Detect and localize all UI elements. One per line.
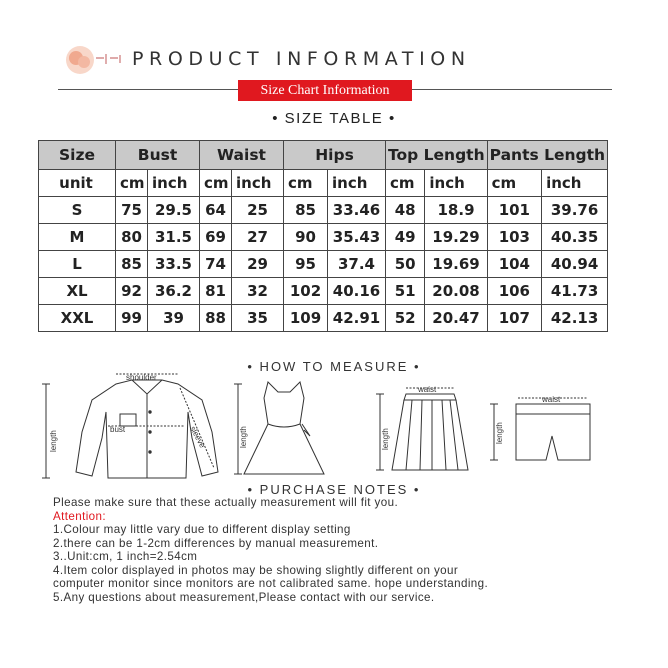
header-waist: Waist bbox=[200, 141, 284, 170]
measurement-cell: 20.08 bbox=[425, 278, 487, 305]
unit-cell: cm bbox=[386, 170, 425, 197]
measurement-cell: 101 bbox=[487, 197, 541, 224]
unit-row bbox=[39, 170, 608, 197]
measurement-cell: 42.91 bbox=[328, 305, 386, 332]
measurement-cell: 33.5 bbox=[148, 251, 200, 278]
bust-label: bust bbox=[110, 425, 126, 434]
measurement-cell: 74 bbox=[200, 251, 232, 278]
skirt-waist-label: waist bbox=[418, 385, 437, 394]
size-table-heading: • SIZE TABLE • bbox=[272, 110, 396, 127]
unit-label: unit bbox=[39, 170, 116, 197]
unit-cell: inch bbox=[148, 170, 200, 197]
unit-cell: cm bbox=[116, 170, 148, 197]
measurement-cell: 64 bbox=[200, 197, 232, 224]
measurement-cell: 31.5 bbox=[148, 224, 200, 251]
header bbox=[0, 0, 668, 140]
size-label-cell: S bbox=[39, 197, 116, 224]
size-label-cell: L bbox=[39, 251, 116, 278]
measurement-cell: 69 bbox=[200, 224, 232, 251]
measurement-cell: 35 bbox=[232, 305, 284, 332]
header-pants-length: Pants Length bbox=[487, 141, 607, 170]
measurement-cell: 99 bbox=[116, 305, 148, 332]
header-size: Size bbox=[39, 141, 116, 170]
measurement-cell: 88 bbox=[200, 305, 232, 332]
measurement-cell: 40.94 bbox=[542, 251, 608, 278]
shirt-length-label: length bbox=[49, 430, 58, 452]
measurement-cell: 32 bbox=[232, 278, 284, 305]
measurement-cell: 103 bbox=[487, 224, 541, 251]
unit-cell: cm bbox=[487, 170, 541, 197]
measurement-cell: 49 bbox=[386, 224, 425, 251]
table-row bbox=[39, 278, 608, 305]
measurement-cell: 104 bbox=[487, 251, 541, 278]
measurement-cell: 109 bbox=[284, 305, 328, 332]
measurement-cell: 95 bbox=[284, 251, 328, 278]
table-row bbox=[39, 224, 608, 251]
measurement-cell: 42.13 bbox=[542, 305, 608, 332]
measurement-cell: 29.5 bbox=[148, 197, 200, 224]
header-bust: Bust bbox=[116, 141, 200, 170]
shirt-diagram-icon bbox=[42, 372, 222, 482]
shorts-waist-label: waist bbox=[542, 395, 561, 404]
measurement-cell: 48 bbox=[386, 197, 425, 224]
unit-cell: inch bbox=[425, 170, 487, 197]
note-item: 4.Item color displayed in photos may be showing slightly different on your bbox=[53, 563, 459, 577]
measurement-cell: 102 bbox=[284, 278, 328, 305]
how-to-measure-heading: • HOW TO MEASURE • bbox=[247, 359, 421, 374]
measurement-cell: 27 bbox=[232, 224, 284, 251]
size-label-cell: XL bbox=[39, 278, 116, 305]
note-item: 2.there can be 1-2cm differences by manual measurement. bbox=[53, 536, 379, 550]
measurement-cell: 92 bbox=[116, 278, 148, 305]
dress-length-label: length bbox=[239, 426, 248, 448]
page-title: PRODUCT INFORMATION bbox=[132, 48, 471, 70]
size-label-cell: XXL bbox=[39, 305, 116, 332]
notes-intro: Please make sure that these actually measurement will fit you. bbox=[53, 496, 399, 509]
skirt-diagram-icon bbox=[370, 384, 474, 474]
measurement-cell: 29 bbox=[232, 251, 284, 278]
measurement-cell: 37.4 bbox=[328, 251, 386, 278]
measurement-cell: 81 bbox=[200, 278, 232, 305]
measurement-cell: 40.16 bbox=[328, 278, 386, 305]
header-hips: Hips bbox=[284, 141, 386, 170]
size-table bbox=[38, 140, 608, 332]
table-row bbox=[39, 197, 608, 224]
header-rule-left bbox=[58, 89, 238, 90]
header-top-length: Top Length bbox=[386, 141, 488, 170]
measurement-cell: 85 bbox=[116, 251, 148, 278]
purchase-notes-heading: • PURCHASE NOTES • bbox=[247, 482, 421, 497]
shoulder-label: shoulder bbox=[126, 373, 157, 382]
measurement-cell: 39 bbox=[148, 305, 200, 332]
size-rows bbox=[39, 197, 608, 332]
measurement-cell: 51 bbox=[386, 278, 425, 305]
measurement-cell: 25 bbox=[232, 197, 284, 224]
shorts-diagram-icon bbox=[486, 394, 598, 464]
measurement-cell: 18.9 bbox=[425, 197, 487, 224]
measurement-cell: 50 bbox=[386, 251, 425, 278]
table-row bbox=[39, 251, 608, 278]
dress-diagram-icon bbox=[232, 378, 332, 478]
measurement-cell: 36.2 bbox=[148, 278, 200, 305]
header-rule-right bbox=[412, 89, 612, 90]
note-item: 3..Unit:cm, 1 inch=2.54cm bbox=[53, 550, 198, 563]
measurement-cell: 52 bbox=[386, 305, 425, 332]
how-to-measure-section bbox=[0, 350, 668, 480]
measurement-cell: 90 bbox=[284, 224, 328, 251]
measurement-cell: 20.47 bbox=[425, 305, 487, 332]
note-item: 1.Colour may little vary due to different display setting bbox=[53, 523, 351, 536]
unit-cell: cm bbox=[200, 170, 232, 197]
size-label-cell: M bbox=[39, 224, 116, 251]
measurement-cell: 33.46 bbox=[328, 197, 386, 224]
measurement-cell: 85 bbox=[284, 197, 328, 224]
unit-cell: inch bbox=[232, 170, 284, 197]
shorts-length-label: length bbox=[495, 422, 504, 444]
purchase-notes bbox=[53, 496, 488, 604]
measurement-cell: 107 bbox=[487, 305, 541, 332]
table-row bbox=[39, 305, 608, 332]
unit-cell: inch bbox=[328, 170, 386, 197]
note-item: 5.Any questions about measurement,Please contact with our service. bbox=[53, 590, 435, 604]
measurement-cell: 106 bbox=[487, 278, 541, 305]
measurement-cell: 19.69 bbox=[425, 251, 487, 278]
measurement-cell: 39.76 bbox=[542, 197, 608, 224]
size-chart-badge: Size Chart Information bbox=[238, 80, 412, 101]
measurement-cell: 35.43 bbox=[328, 224, 386, 251]
measurement-cell: 41.73 bbox=[542, 278, 608, 305]
notes-attention: Attention: bbox=[53, 509, 106, 523]
table-header-row bbox=[39, 141, 608, 170]
measurement-cell: 75 bbox=[116, 197, 148, 224]
sleeve-label: sleeve bbox=[188, 424, 208, 450]
unit-cell: cm bbox=[284, 170, 328, 197]
note-item: computer monitor since monitors are not calibrated same. hope understanding. bbox=[53, 577, 489, 590]
measurement-cell: 19.29 bbox=[425, 224, 487, 251]
measurement-cell: 40.35 bbox=[542, 224, 608, 251]
measurement-cell: 80 bbox=[116, 224, 148, 251]
skirt-length-label: length bbox=[381, 428, 390, 450]
brand-logo bbox=[58, 40, 124, 80]
unit-cell: inch bbox=[542, 170, 608, 197]
